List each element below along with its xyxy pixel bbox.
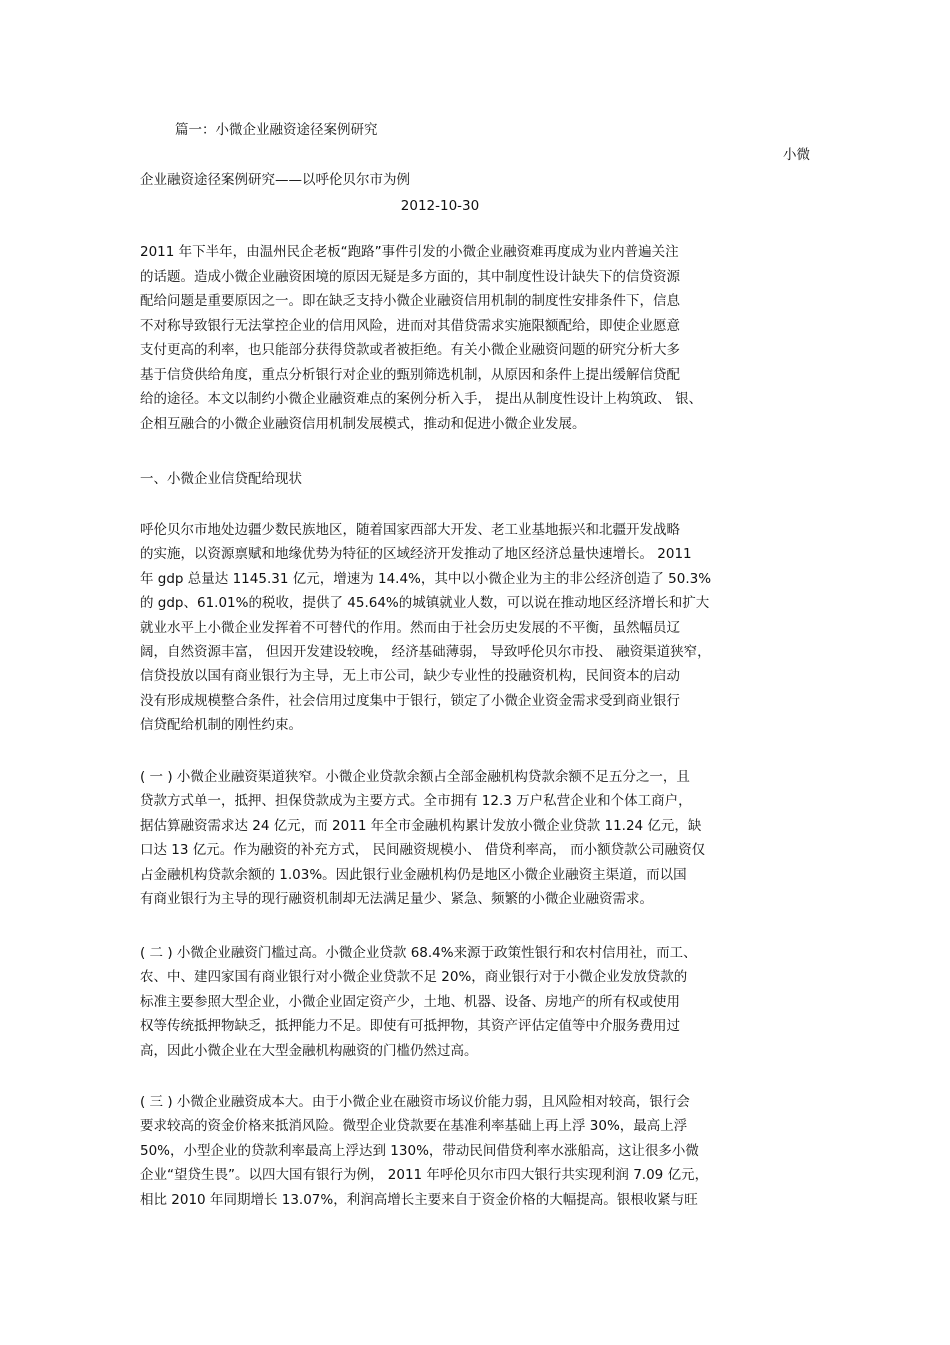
document-date: 2012-10-30 (400, 198, 480, 214)
text-line: 的 gdp、61.01%的税收，提供了 45.64%的城镇就业人数，可以说在推动地区经济增长和扩大 (140, 595, 710, 612)
text-line: 企相互融合的小微企业融资信用机制发展模式，推动和促进小微企业发展。 (140, 415, 586, 432)
text-line: 阔，自然资源丰富， 但因开发建设较晚， 经济基础薄弱， 导致呼伦贝尔市投、 融资渠道狭窄， (140, 644, 711, 660)
text-line: 支付更高的利率，也只能部分获得贷款或者被拒绝。有关小微企业融资问题的研究分析大多 (140, 342, 680, 358)
text-line: 2011 年下半年，由温州民企老板“跑路”事件引发的小微企业融资难再度成为业内普遍关注 (140, 244, 679, 260)
text-line: 相比 2010 年同期增长 13.07%，利润高增长主要来自于资金价格的大幅提高。银根收紧与旺 (140, 1191, 698, 1208)
text-line: 50%，小型企业的贷款利率最高上浮达到 130%，带动民间借贷利率水涨船高，这让很多小微 (140, 1142, 699, 1159)
section-title: 一、小微企业信贷配给现状 (140, 471, 302, 487)
text-line: 农、中、建四家国有商业银行对小微企业贷款不足 20%，商业银行对于小微企业发放贷款的 (140, 969, 688, 986)
title-line-2: 企业融资途径案例研究——以呼伦贝尔市为例 (140, 172, 410, 188)
text-line: 贷款方式单一，抵押、担保贷款成为主要方式。全市拥有 12.3 万户私营企业和个体工商户， (140, 793, 692, 810)
text-line: 呼伦贝尔市地处边疆少数民族地区，随着国家西部大开发、老工业基地振兴和北疆开发战略 (140, 522, 680, 538)
text-line: 占金融机构贷款余额的 1.03%。因此银行业金融机构仍是地区小微企业融资主渠道，而以国 (140, 866, 687, 883)
text-line: 的实施，以资源禀赋和地缘优势为特征的区域经济开发推动了地区经济总量快速增长。 2011 (140, 546, 692, 563)
text-line: 年 gdp 总量达 1145.31 亿元，增速为 14.4%，其中以小微企业为主的非公经济创造了 50.3% (140, 570, 712, 587)
text-line: 的话题。造成小微企业融资困境的原因无疑是多方面的，其中制度性设计缺失下的信贷资源 (140, 268, 680, 285)
text-line: 有商业银行为主导的现行融资机制却无法满足量少、紧急、频繁的小微企业融资需求。 (140, 891, 653, 907)
text-line: ( 三 ) 小微企业融资成本大。由于小微企业在融资市场议价能力弱，且风险相对较高，银行会 (140, 1094, 690, 1110)
title-line-1: 小微 (783, 147, 810, 163)
text-line: ( 一 ) 小微企业融资渠道狭窄。小微企业贷款余额占全部金融机构贷款余额不足五分之一，且 (140, 769, 690, 785)
text-line: ( 二 ) 小微企业融资门槛过高。小微企业贷款 68.4%来源于政策性银行和农村信用社，而工、 (140, 945, 697, 961)
text-line: 信贷投放以国有商业银行为主导，无上市公司，缺少专业性的投融资机构，民间资本的启动 (140, 668, 680, 685)
text-line: 信贷配给机制的刚性约束。 (140, 717, 302, 734)
text-line: 要求较高的资金价格来抵消风险。微型企业贷款要在基准利率基础上再上浮 30%，最高上浮 (140, 1118, 688, 1135)
text-line: 标准主要参照大型企业，小微企业固定资产少，土地、机器、设备、房地产的所有权或使用 (140, 993, 680, 1010)
text-line: 没有形成规模整合条件，社会信用过度集中于银行，锁定了小微企业资金需求受到商业银行 (140, 692, 680, 709)
text-line: 口达 13 亿元。作为融资的补充方式， 民间融资规模小、 借贷利率高， 而小额贷款公司融资仅 (140, 842, 706, 859)
text-line: 高，因此小微企业在大型金融机构融资的门槛仍然过高。 (140, 1042, 478, 1059)
text-line: 基于信贷供给角度，重点分析银行对企业的甄别筛选机制，从原因和条件上提出缓解信贷配 (140, 366, 680, 383)
text-line: 就业水平上小微企业发挥着不可替代的作用。然而由于社会历史发展的不平衡，虽然幅员辽 (140, 619, 680, 636)
text-line: 配给问题是重要原因之一。即在缺乏支持小微企业融资信用机制的制度性安排条件下，信息 (140, 293, 680, 309)
text-line: 给的途径。本文以制约小微企业融资难点的案例分析入手， 提出从制度性设计上构筑政、 银、 (140, 391, 703, 407)
text-line: 不对称导致银行无法掌控企业的信用风险，进而对其借贷需求实施限额配给，即使企业愿意 (140, 317, 680, 334)
text-line: 企业“望贷生畏”。以四大国有银行为例， 2011 年呼伦贝尔市四大银行共实现利润 7.09 亿元， (140, 1167, 709, 1184)
text-line: 据估算融资需求达 24 亿元，而 2011 年全市金融机构累计发放小微企业贷款 11.24 亿元，缺 (140, 817, 702, 834)
document-heading: 篇一：小微企业融资途径案例研究 (175, 122, 378, 138)
text-line: 权等传统抵押物缺乏，抵押能力不足。即使有可抵押物，其资产评估定值等中介服务费用过 (140, 1018, 680, 1035)
